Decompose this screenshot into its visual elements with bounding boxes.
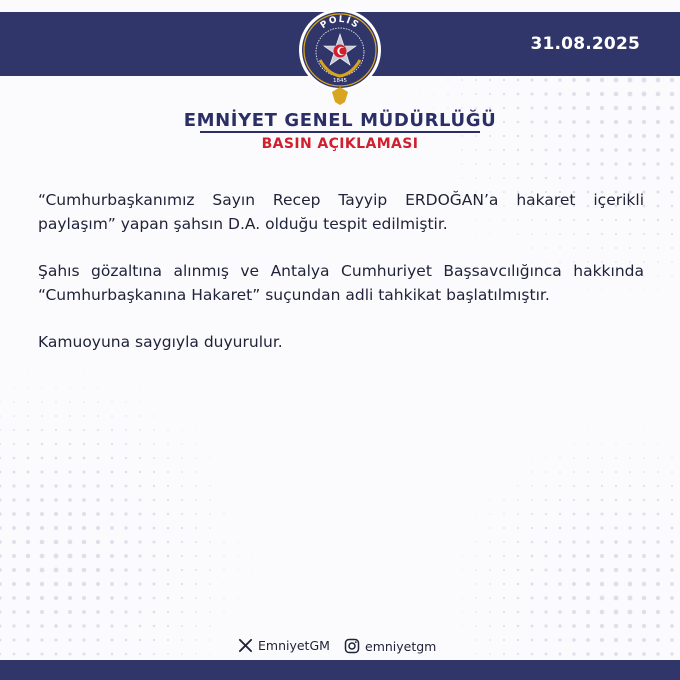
statement-paragraph-2: Şahıs gözaltına alınmış ve Antalya Cumhuriyet Başsavcılığınca hakkında “Cumhurbaşkanına Hakaret” suçundan adli tahkikat başlatılmıştır.: [38, 262, 644, 304]
footer-bar: [0, 660, 680, 680]
x-account-link[interactable]: [238, 638, 330, 653]
instagram-account-link[interactable]: [344, 638, 436, 654]
instagram-handle: emniyetgm: [365, 638, 437, 654]
title-underline: [200, 131, 480, 133]
date-label: 31.08.2025: [530, 34, 640, 54]
page-title: EMNİYET GENEL MÜDÜRLÜĞÜ: [183, 110, 497, 131]
instagram-icon: [344, 638, 360, 654]
statement-body: [38, 188, 644, 377]
emblem-year: 1845: [333, 78, 347, 84]
page-subtitle: BASIN AÇIKLAMASI: [261, 136, 419, 152]
statement-paragraph-3: Kamuoyuna saygıyla duyurulur.: [38, 333, 283, 351]
emblem-top-text: POLİS: [318, 14, 362, 32]
statement-paragraph-1: “Cumhurbaşkanımız Sayın Recep Tayyip ERDOĞAN’a hakaret içerikli paylaşım” yapan şahsın D.A. olduğu tespit edilmiştir.: [38, 191, 644, 233]
x-handle: EmniyetGM: [258, 638, 330, 653]
x-logo-icon: [238, 638, 253, 653]
police-emblem-icon: [298, 8, 382, 106]
